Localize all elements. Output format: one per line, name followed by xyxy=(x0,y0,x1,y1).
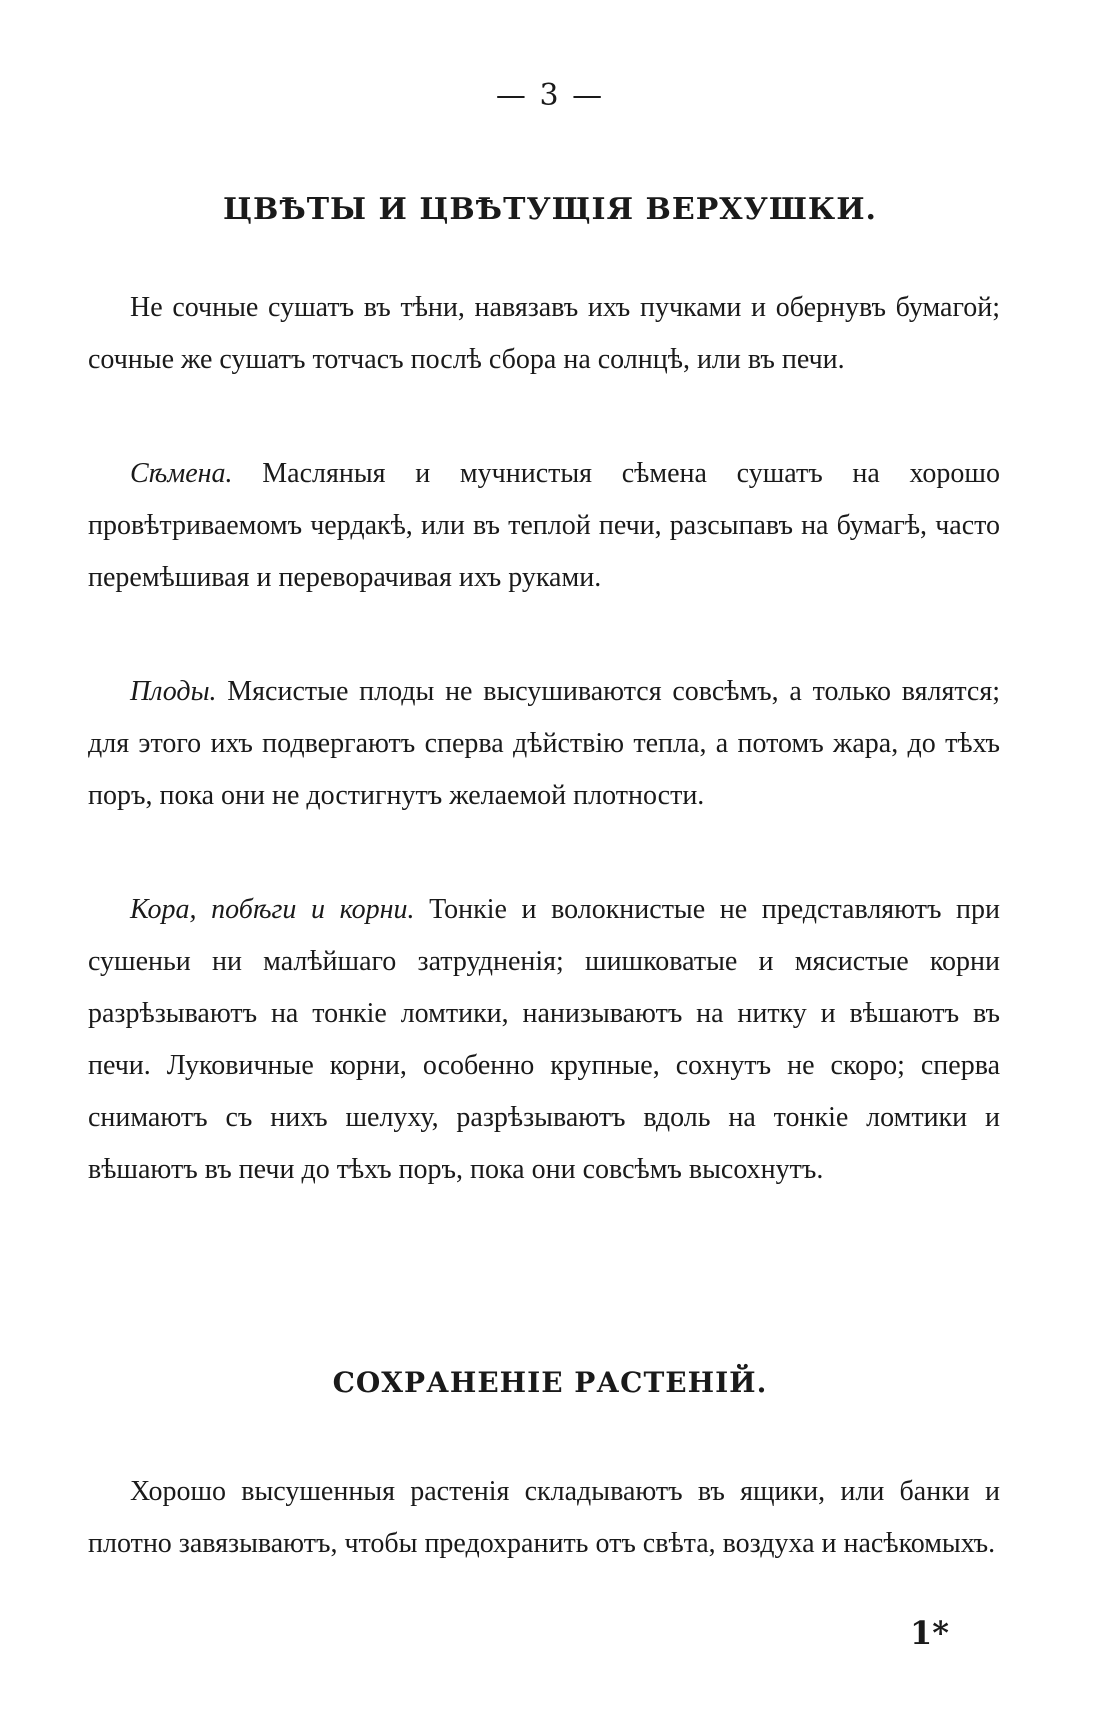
paragraph-seeds xyxy=(88,448,1000,604)
paragraph-lead-fruits: Плоды. xyxy=(130,676,217,707)
signature-mark: 1* xyxy=(910,1614,949,1652)
paragraph-flowers: Не сочные сушатъ въ тѣни, навязавъ ихъ пучками и обернувъ бумагой; сочные же сушатъ тотчасъ послѣ сбора на солнцѣ, или въ печи. xyxy=(88,292,1000,375)
section-heading-flowers: ЦВѢТЫ И ЦВѢТУЩІЯ ВЕРХУШКИ. xyxy=(222,192,878,227)
paragraph-lead-seeds: Сѣмена. xyxy=(130,458,233,489)
section-heading-storage: СОХРАНЕНІЕ РАСТЕНІЙ. xyxy=(332,1366,768,1399)
paragraph-text-bark: Тонкіе и волокнистые не представляютъ при сушеньи ни малѣйшаго затрудненія; шишковатые и мясистые корни разрѣзываютъ на тонкіе ломтики, нанизываютъ на нитку и вѣшаютъ въ печи. Луковичные корни, особенно крупные, сохнутъ не скоро; сперва снимаютъ съ нихъ шелуху, разрѣзываютъ вдоль на тонкіе ломтики и вѣшаютъ въ печи до тѣхъ поръ, пока они совсѣмъ высохнутъ. xyxy=(88,894,1000,1185)
paragraph-text-fruits: Мясистые плоды не высушиваются совсѣмъ, а только вялятся; для этого ихъ подвергаютъ сперва дѣйствію тепла, а потомъ жара, до тѣхъ поръ, пока они не достигнутъ желаемой плотности. xyxy=(88,676,1000,811)
paragraph-bark xyxy=(88,884,1000,1196)
paragraph-storage: Хорошо высушенныя растенія складываютъ въ ящики, или банки и плотно завязываютъ, чтобы предохранить отъ свѣта, воздуха и насѣкомыхъ. xyxy=(88,1476,1000,1559)
page-number: — 3 — xyxy=(495,78,605,113)
paragraph-lead-bark: Кора, побѣги и корни. xyxy=(130,894,415,925)
paragraph-fruits xyxy=(88,666,1000,822)
paragraph-text-seeds: Масляныя и мучнистыя сѣмена сушатъ на хорошо провѣтриваемомъ чердакѣ, или въ теплой печи, разсыпавъ на бумагѣ, часто перемѣшивая и переворачивая ихъ руками. xyxy=(88,458,1000,593)
